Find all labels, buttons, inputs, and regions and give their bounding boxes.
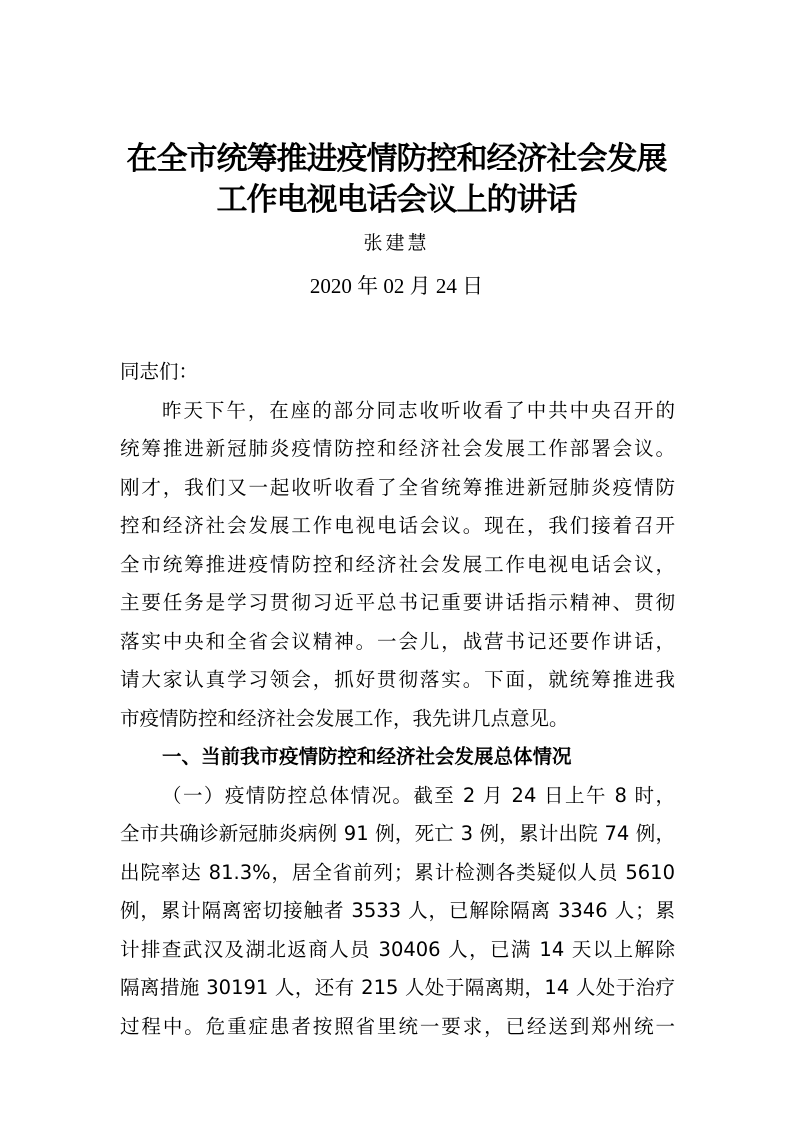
paragraph-2-line: （一）疫情防控总体情况。截至 2 月 24 日上午 8 时， bbox=[162, 783, 675, 807]
paragraph-2-line: 例，累计隔离密切接触者 3533 人，已解除隔离 3346 人；累 bbox=[120, 899, 675, 922]
paragraph-1-line: 落实中央和全省会议精神。一会儿，战营书记还要作讲话， bbox=[120, 629, 675, 653]
paragraph-2-line: 全市共确诊新冠肺炎病例 91 例，死亡 3 例，累计出院 74 例， bbox=[120, 822, 675, 845]
document-body bbox=[120, 353, 675, 1046]
paragraph-1-line: 全市统筹推进疫情防控和经济社会发展工作电视电话会议， bbox=[120, 552, 675, 576]
paragraph-2-line: 过程中。危重症患者按照省里统一要求，已经送到郑州统一 bbox=[120, 1014, 675, 1038]
paragraph-1-line: 昨天下午，在座的部分同志收听收看了中共中央召开的 bbox=[162, 398, 675, 422]
salutation: 同志们： bbox=[120, 360, 199, 383]
document-title-line-2: 工作电视电话会议上的讲话 bbox=[216, 182, 577, 218]
document-date: 2020 年 02 月 24 日 bbox=[309, 274, 484, 298]
document-title-line-1: 在全市统筹推进疫情防控和经济社会发展 bbox=[126, 141, 667, 177]
paragraph-1-line: 控和经济社会发展工作电视电话会议。现在，我们接着召开 bbox=[120, 514, 675, 537]
section-heading: 一、当前我市疫情防控和经济社会发展总体情况 bbox=[162, 745, 572, 768]
paragraph-2-line: 计排查武汉及湖北返商人员 30406 人，已满 14 天以上解除 bbox=[120, 937, 675, 961]
paragraph-2-line: 出院率达 81.3%，居全省前列；累计检测各类疑似人员 5610 bbox=[120, 860, 675, 884]
paragraph-1-line: 刚才，我们又一起收听收看了全省统筹推进新冠肺炎疫情防 bbox=[120, 475, 675, 499]
paragraph-1-line: 市疫情防控和经济社会发展工作，我先讲几点意见。 bbox=[120, 706, 569, 730]
paragraph-1-line: 统筹推进新冠肺炎疫情防控和经济社会发展工作部署会议。 bbox=[120, 437, 675, 460]
paragraph-1-line: 主要任务是学习贯彻习近平总书记重要讲话指示精神、贯彻 bbox=[120, 591, 675, 614]
paragraph-2-line: 隔离措施 30191 人，还有 215 人处于隔离期，14 人处于治疗 bbox=[120, 976, 675, 999]
paragraph-1-line: 请大家认真学习领会，抓好贯彻落实。下面，就统筹推进我 bbox=[120, 668, 675, 691]
author-name: 张建慧 bbox=[363, 232, 430, 254]
